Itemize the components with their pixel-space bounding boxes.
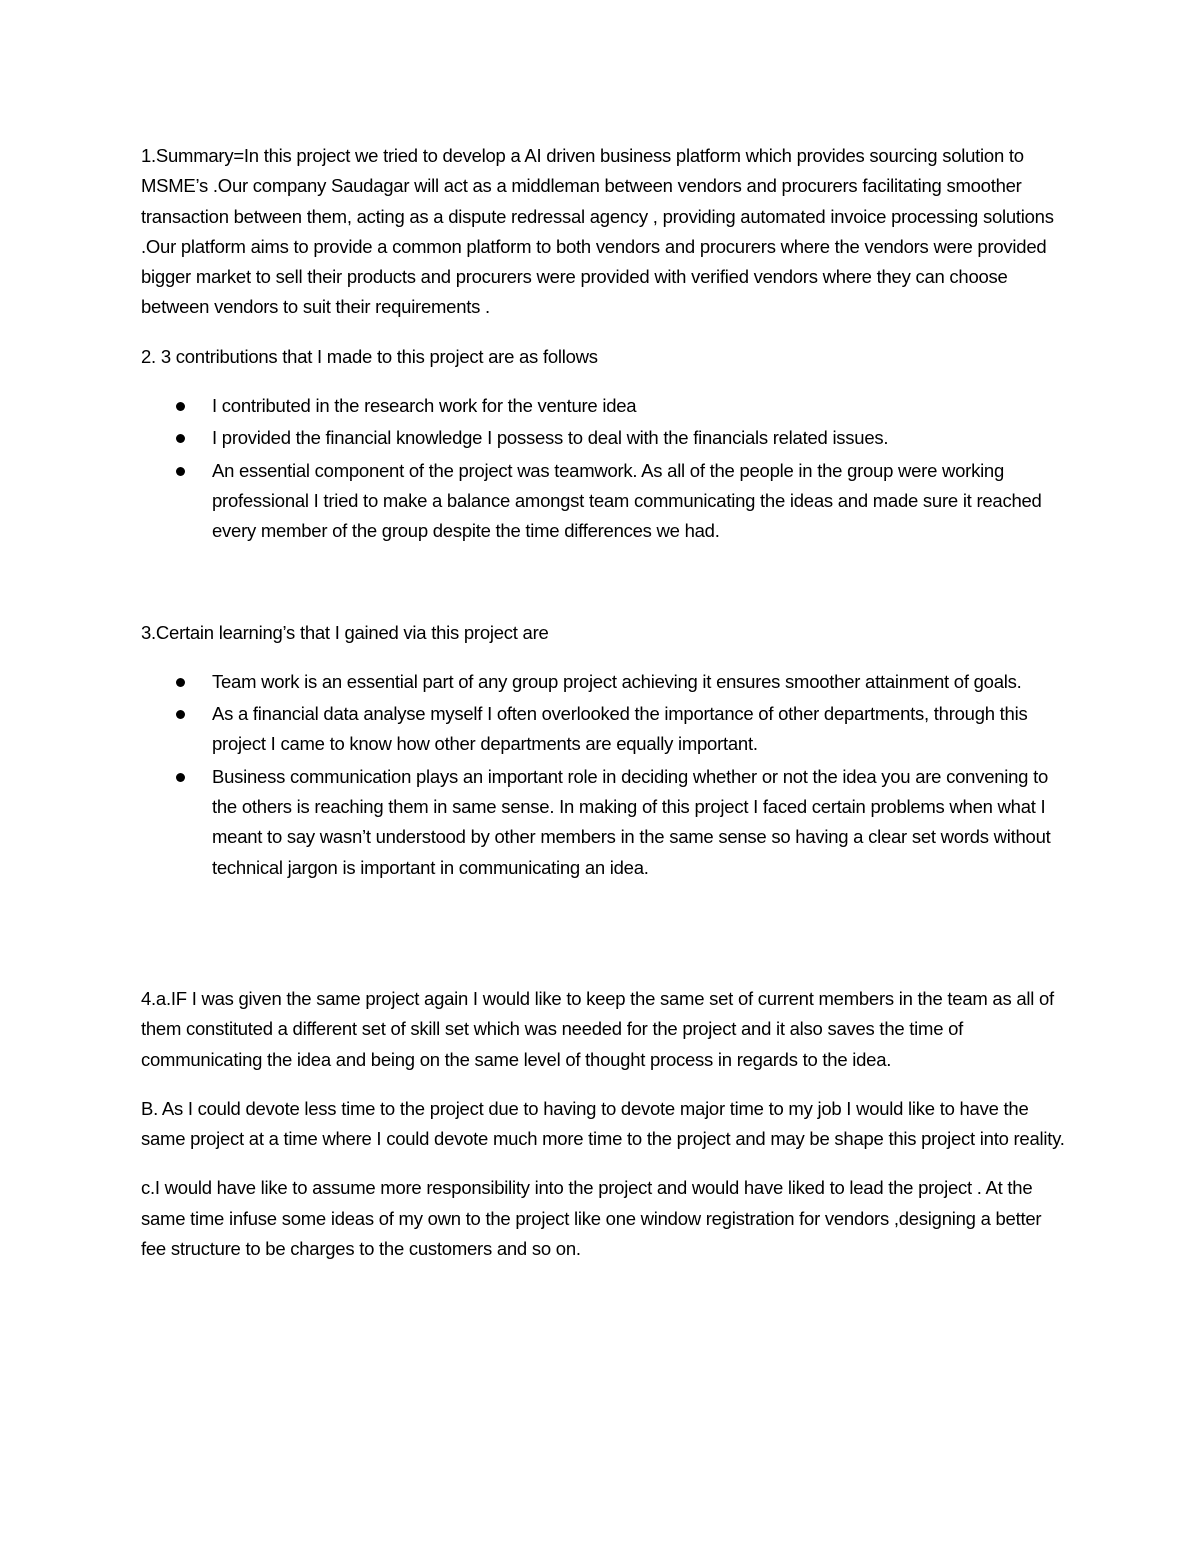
answer-a-paragraph: 4.a.IF I was given the same project again I would like to keep the same set of current members in the team as all of them constituted a different set of skill set which was needed for the project and it also saves the time of communicating the idea and being on the same level of thought process in regards to the idea.: [141, 987, 1054, 1070]
answer-c-paragraph: c.I would have like to assume more responsibility into the project and would have liked to lead the project . At the same time infuse some ideas of my own to the project like one window registration for vendors ,designing a better fee structure to be charges to the customers and so on.: [141, 1177, 1042, 1260]
contributions-heading: 2. 3 contributions that I made to this project are as follows: [141, 345, 598, 367]
answer-b-paragraph: B. As I could devote less time to the project due to having to devote major time to my job I would like to have the same project at a time where I could devote much more time to the project and may be shape this project into reality.: [141, 1097, 1065, 1150]
list-item: [141, 762, 1066, 883]
bullet-icon: [176, 710, 185, 719]
list-item: [141, 667, 1066, 697]
spacer: [141, 323, 1066, 342]
bullet-icon: [176, 467, 185, 476]
bullet-icon: [176, 434, 185, 443]
document-body: [141, 141, 1066, 1264]
list-item-text: As a financial data analyse myself I often overlooked the importance of other departments, through this project I came to know how other departments are equally important.: [212, 703, 1028, 755]
contributions-list: [141, 391, 1066, 546]
list-item-text: I contributed in the research work for the venture idea: [212, 395, 637, 417]
list-item-text: An essential component of the project was teamwork. As all of the people in the group were working professional I tried to make a balance amongst team communicating the ideas and made sure it reached every member of the group despite the time differences we had.: [212, 459, 1042, 542]
spacer: [141, 1154, 1066, 1173]
spacer: [141, 885, 1066, 984]
spacer: [141, 549, 1066, 618]
list-item-text: Team work is an essential part of any group project achieving it ensures smoother attainment of goals.: [212, 670, 1022, 692]
bullet-icon: [176, 402, 185, 411]
list-item-text: I provided the financial knowledge I possess to deal with the financials related issues.: [212, 427, 889, 449]
list-item: [141, 456, 1066, 547]
spacer: [141, 648, 1066, 667]
learnings-list: [141, 667, 1066, 883]
list-item: [141, 391, 1066, 421]
list-item-text: Business communication plays an important role in deciding whether or not the idea you are convening to the others is reaching them in same sense. In making of this project I faced certain problems when what I meant to say wasn’t understood by other members in the same sense so having a clear set words without technical jargon is important in communicating an idea.: [212, 765, 1051, 878]
list-item: [141, 699, 1066, 760]
bullet-icon: [176, 678, 185, 687]
summary-paragraph: 1.Summary=In this project we tried to develop a AI driven business platform which provides sourcing solution to MSME’s .Our company Saudagar will act as a middleman between vendors and procurers facilitating smoother transaction between them, acting as a dispute redressal agency , providing automated invoice processing solutions .Our platform aims to provide a common platform to both vendors and procurers where the vendors were provided bigger market to sell their products and procurers were provided with verified vendors where they can choose between vendors to suit their requirements .: [141, 145, 1054, 318]
spacer: [141, 372, 1066, 391]
bullet-icon: [176, 773, 185, 782]
spacer: [141, 1075, 1066, 1094]
learnings-heading: 3.Certain learning’s that I gained via this project are: [141, 621, 549, 643]
list-item: [141, 423, 1066, 453]
